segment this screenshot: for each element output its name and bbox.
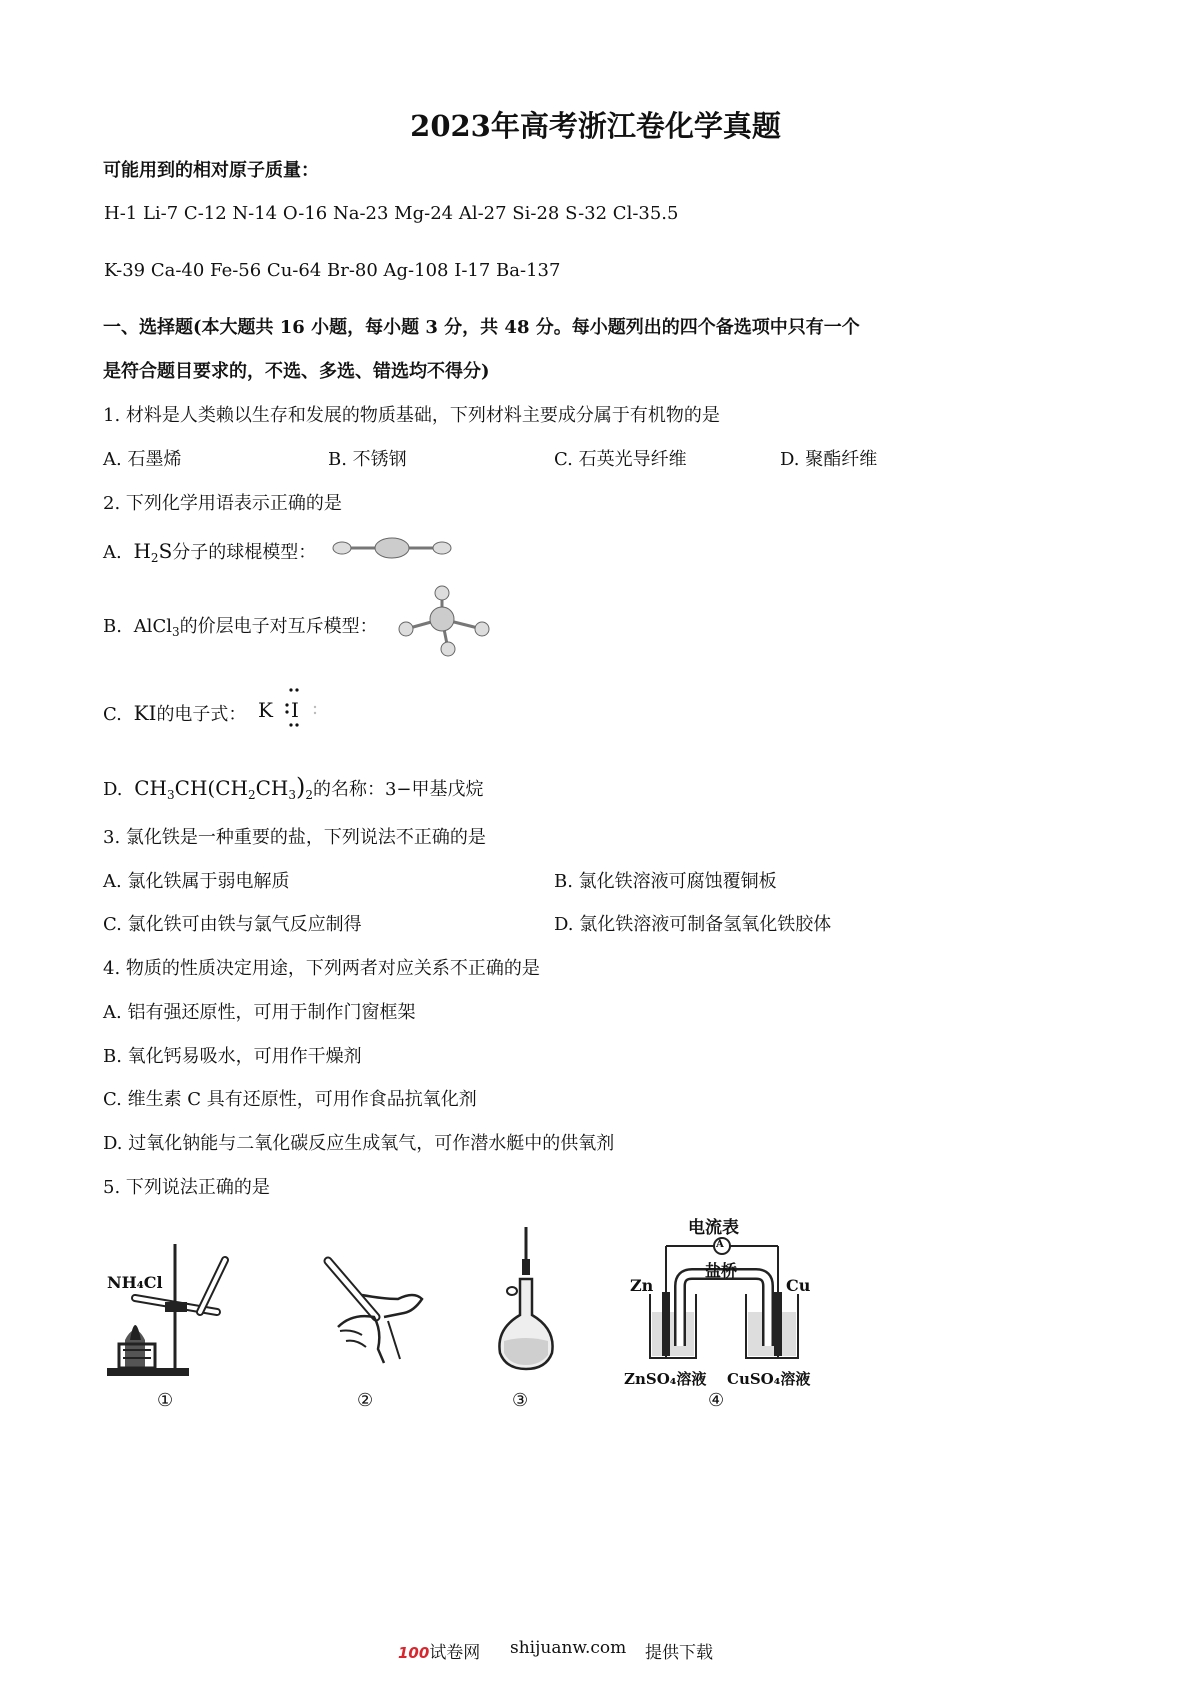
option-text: 的价层电子对互斥模型： bbox=[179, 616, 378, 637]
footer-domain: shijuanw.com bbox=[510, 1638, 627, 1658]
footer-note: 提供下载 bbox=[645, 1643, 713, 1663]
electron-formula-i: I bbox=[291, 698, 299, 722]
option-text: 的名称：3−甲基戊烷 bbox=[312, 779, 484, 800]
q1-option-c: C. 石英光导纤维 bbox=[554, 449, 687, 470]
q1-stem: 1. 材料是人类赖以生存和发展的物质基础，下列材料主要成分属于有机物的是 bbox=[103, 405, 720, 426]
alcl3-vsepr-model bbox=[392, 583, 498, 659]
q3-option-b: B. 氯化铁溶液可腐蚀覆铜板 bbox=[554, 871, 777, 892]
fig4-ammeter-symbol: A bbox=[716, 1239, 724, 1250]
q1-option-b: B. 不锈钢 bbox=[328, 449, 407, 470]
q3-stem: 3. 氯化铁是一种重要的盐，下列说法不正确的是 bbox=[103, 827, 486, 848]
site-logo: 100 bbox=[398, 1644, 430, 1662]
q5-stem: 5. 下列说法正确的是 bbox=[103, 1177, 270, 1198]
q2-option-b bbox=[103, 612, 378, 639]
q3-option-c: C. 氯化铁可由铁与氯气反应制得 bbox=[103, 914, 362, 935]
fig2-number: ② bbox=[357, 1390, 374, 1411]
atomic-mass-line-2: K-39 Ca-40 Fe-56 Cu-64 Br-80 Ag-108 I-17 Ba-137 bbox=[104, 260, 561, 281]
ki-formula: KI bbox=[133, 701, 157, 725]
q2-stem: 2. 下列化学用语表示正确的是 bbox=[103, 493, 342, 514]
q2-option-c bbox=[103, 700, 246, 726]
fig4-znso4-label: ZnSO₄溶液 bbox=[624, 1370, 707, 1388]
q3-option-a: A. 氯化铁属于弱电解质 bbox=[103, 871, 290, 892]
q4-option-d: D. 过氧化钠能与二氧化碳反应生成氧气，可作潜水艇中的供氧剂 bbox=[103, 1133, 615, 1154]
fig4-ammeter-label: 电流表 bbox=[688, 1218, 739, 1238]
q4-option-b: B. 氧化钙易吸水，可用作干燥剂 bbox=[103, 1046, 362, 1067]
fig4-cuso4-label: CuSO₄溶液 bbox=[727, 1370, 811, 1388]
fig1-number: ① bbox=[157, 1390, 174, 1411]
page-title: 2023年高考浙江卷化学真题 bbox=[410, 109, 781, 143]
electron-dots bbox=[284, 686, 324, 730]
h2s-ball-stick-model bbox=[330, 535, 455, 561]
fig4-galvanic-cell bbox=[618, 1236, 838, 1366]
option-label: B. bbox=[103, 616, 122, 637]
option-label: D. bbox=[103, 779, 123, 800]
fig4-salt-bridge-label: 盐桥 bbox=[705, 1261, 738, 1280]
option-label: A. bbox=[103, 542, 122, 563]
fig1-heating-apparatus bbox=[105, 1240, 245, 1380]
option-label: C. bbox=[103, 704, 122, 725]
h2s-formula: $H_2S$ bbox=[133, 539, 173, 565]
structural-formula: $CH_3CH(CH_2CH_3)_2$ bbox=[134, 773, 313, 802]
q4-stem: 4. 物质的性质决定用途，下列两者对应关系不正确的是 bbox=[103, 958, 540, 979]
q4-option-a: A. 铝有强还原性，可用于制作门窗框架 bbox=[103, 1002, 416, 1023]
atomic-mass-line-1: H-1 Li-7 C-12 N-14 O-16 Na-23 Mg-24 Al-27 Si-28 S-32 Cl-35.5 bbox=[104, 203, 679, 224]
atomic-mass-heading: 可能用到的相对原子质量： bbox=[103, 160, 319, 181]
fig1-label: NH₄Cl bbox=[107, 1273, 163, 1292]
q4-option-c: C. 维生素 C 具有还原性，可用作食品抗氧化剂 bbox=[103, 1089, 477, 1110]
fig4-cu-label: Cu bbox=[786, 1276, 811, 1295]
q3-option-d: D. 氯化铁溶液可制备氢氧化铁胶体 bbox=[554, 914, 832, 935]
q1-option-a: A. 石墨烯 bbox=[103, 449, 182, 470]
site-name: 试卷网 bbox=[429, 1643, 481, 1663]
section-heading-line-2: 是符合题目要求的，不选、多选、错选均不得分) bbox=[103, 361, 490, 382]
q1-option-d: D. 聚酯纤维 bbox=[780, 449, 878, 470]
fig3-volumetric-flask bbox=[492, 1225, 562, 1375]
alcl3-formula: AlCl$_3$ bbox=[133, 616, 180, 639]
option-text: 分子的球棍模型： bbox=[172, 542, 317, 563]
fig4-zn-label: Zn bbox=[630, 1276, 654, 1295]
section-heading-line-1: 一、选择题(本大题共 16 小题，每小题 3 分，共 48 分。每小题列出的四个备选项中只有一个 bbox=[103, 317, 860, 338]
q2-option-a bbox=[103, 538, 316, 565]
footer-brand bbox=[398, 1638, 480, 1663]
electron-formula-k: K bbox=[258, 698, 273, 722]
option-text: 的电子式： bbox=[156, 704, 247, 725]
fig2-hand-tube bbox=[318, 1255, 430, 1365]
fig3-number: ③ bbox=[512, 1390, 529, 1411]
q2-option-d bbox=[103, 773, 484, 802]
fig4-number: ④ bbox=[708, 1390, 725, 1411]
